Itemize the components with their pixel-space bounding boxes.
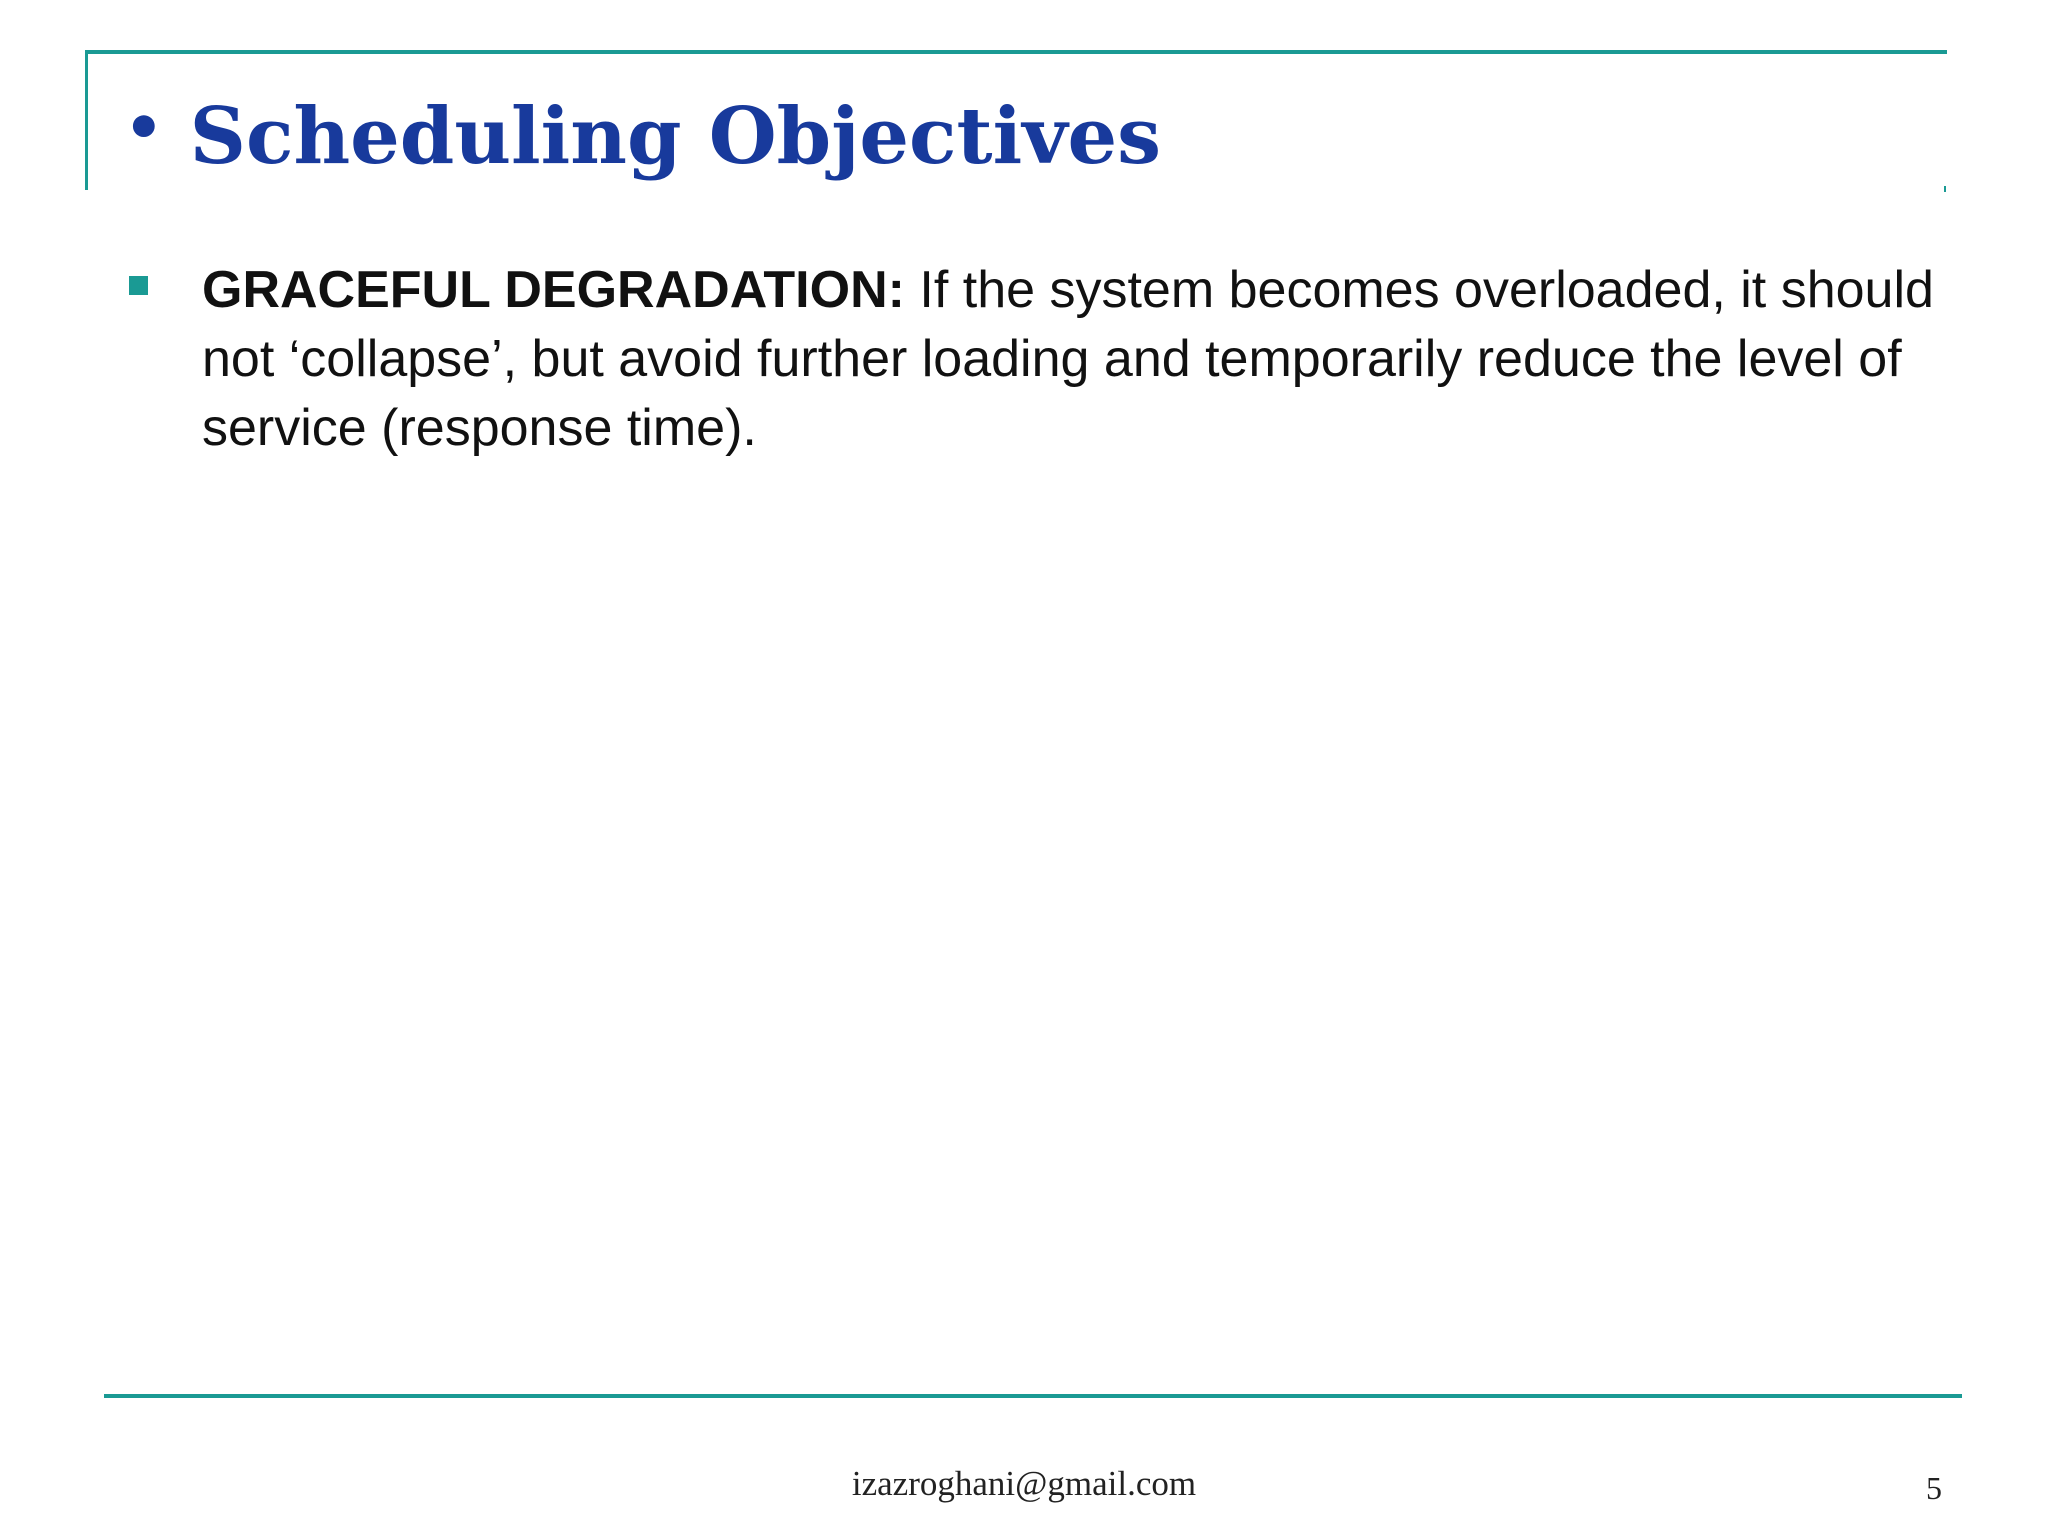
page-number: 5 — [1926, 1470, 1942, 1506]
footer-rule — [104, 1394, 1962, 1398]
bullet-term: GRACEFUL DEGRADATION: — [202, 261, 905, 319]
header-left-rule — [85, 50, 88, 190]
title-bullet-icon: • — [124, 91, 164, 164]
bullet-item — [202, 256, 1942, 463]
header-rule — [85, 50, 1947, 54]
bullet-description: If the system becomes overloaded, it should not ‘collapse’, but avoid further loading and temporarily reduce the level of service (response time). — [202, 261, 1934, 457]
slide-title-text: Scheduling Objectives — [189, 91, 1162, 182]
footer-email: izazroghani@gmail.com — [851, 1464, 1197, 1503]
header-right-tick — [1944, 186, 1946, 192]
square-bullet-icon — [129, 276, 148, 295]
slide-title — [124, 82, 1161, 197]
